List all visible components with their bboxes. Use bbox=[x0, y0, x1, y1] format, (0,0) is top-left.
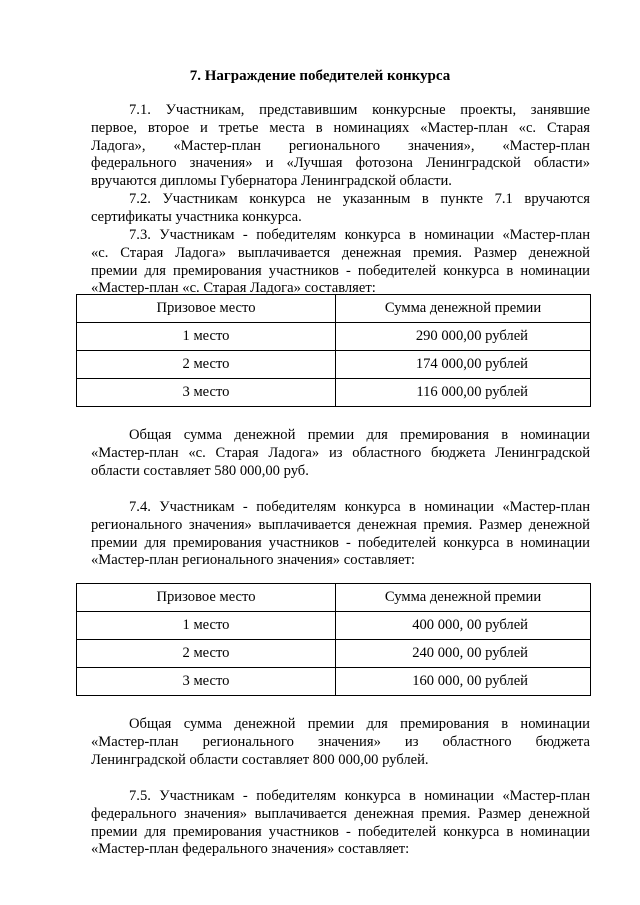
text-line: «Мастер-план федерального значения» составляет: bbox=[91, 841, 410, 858]
text-line: «с. Старая Ладога» выплачивается денежная премия. Размер денежной bbox=[91, 244, 590, 261]
table-cell: 174 000,00 рублей bbox=[336, 351, 591, 379]
text-line: Общая сумма денежной премии для премирования в номинации bbox=[129, 716, 590, 732]
text-line: регионального значения» выплачивается денежная премия. Размер денежной bbox=[91, 516, 590, 533]
text-line: премии для премирования участников - победителей конкурса в номинации bbox=[91, 534, 590, 551]
text-line: 7.1. Участникам, представившим конкурсные проекты, занявшие bbox=[129, 102, 590, 118]
text-line: федерального значения» выплачивается денежная премия. Размер денежной bbox=[91, 805, 590, 822]
column-header: Сумма денежной премии bbox=[336, 295, 591, 323]
text-line: Общая сумма денежной премии для премирования в номинации bbox=[129, 427, 590, 443]
column-header: Призовое место bbox=[77, 295, 336, 323]
table-cell: 3 место bbox=[77, 668, 336, 696]
text-line: премии для премирования участников - победителей конкурса в номинации bbox=[91, 262, 590, 279]
paragraph-7-3 bbox=[91, 227, 590, 298]
text-line: премии для премирования участников - победителей конкурса в номинации bbox=[91, 823, 590, 840]
text-line: «Мастер-план «с. Старая Ладога» составляет: bbox=[91, 280, 376, 297]
table-cell: 2 место bbox=[77, 640, 336, 668]
text-line: 7.5. Участникам - победителям конкурса в номинации «Мастер-план bbox=[129, 788, 590, 804]
paragraph-total-2 bbox=[91, 716, 590, 769]
table-cell: 1 место bbox=[77, 323, 336, 351]
table-cell: 2 место bbox=[77, 351, 336, 379]
table-cell: 400 000, 00 рублей bbox=[336, 612, 591, 640]
section-heading: 7. Награждение победителей конкурса bbox=[189, 68, 451, 84]
table-cell: 3 место bbox=[77, 379, 336, 407]
text-line: «Мастер-план регионального значения» из областного бюджета bbox=[91, 733, 590, 750]
table-row bbox=[77, 351, 591, 379]
column-header: Призовое место bbox=[77, 584, 336, 612]
table-cell: 116 000,00 рублей bbox=[336, 379, 591, 407]
text-line: 7.3. Участникам - победителям конкурса в номинации «Мастер-план bbox=[129, 227, 590, 243]
table-row bbox=[77, 640, 591, 668]
table-row bbox=[77, 323, 591, 351]
text-line: вручаются дипломы Губернатора Ленинградской области. bbox=[91, 173, 452, 190]
table-header-row bbox=[77, 584, 591, 612]
text-line: сертификаты участника конкурса. bbox=[91, 208, 302, 225]
table-cell: 160 000, 00 рублей bbox=[336, 668, 591, 696]
text-line: «Мастер-план регионального значения» составляет: bbox=[91, 552, 415, 569]
text-line: Ладога», «Мастер-план регионального значения», «Мастер-план bbox=[91, 137, 590, 154]
table-header-row bbox=[77, 295, 591, 323]
table-row bbox=[77, 379, 591, 407]
paragraph-7-1 bbox=[91, 102, 590, 191]
text-line: федерального значения» и «Лучшая фотозона Ленинградской области» bbox=[91, 155, 590, 172]
table-row bbox=[77, 612, 591, 640]
text-line: Ленинградской области составляет 800 000,00 рублей. bbox=[91, 751, 429, 768]
text-line: 7.2. Участникам конкурса не указанным в пункте 7.1 вручаются bbox=[129, 191, 590, 207]
prize-table-regional bbox=[76, 583, 591, 696]
table-cell: 290 000,00 рублей bbox=[336, 323, 591, 351]
text-line: 7.4. Участникам - победителям конкурса в номинации «Мастер-план bbox=[129, 499, 590, 515]
text-line: «Мастер-план «с. Старая Ладога» из областного бюджета Ленинградской bbox=[91, 444, 590, 461]
prize-table-staraya-ladoga bbox=[76, 294, 591, 407]
text-line: области составляет 580 000,00 руб. bbox=[91, 462, 309, 479]
text-line: первое, второе и третье места в номинациях «Мастер-план «с. Старая bbox=[91, 119, 590, 136]
table-row bbox=[77, 668, 591, 696]
column-header: Сумма денежной премии bbox=[336, 584, 591, 612]
table-cell: 240 000, 00 рублей bbox=[336, 640, 591, 668]
paragraph-total-1 bbox=[91, 427, 590, 480]
table-cell: 1 место bbox=[77, 612, 336, 640]
paragraph-7-5 bbox=[91, 788, 590, 859]
paragraph-7-4 bbox=[91, 499, 590, 570]
paragraph-7-2 bbox=[91, 191, 590, 227]
